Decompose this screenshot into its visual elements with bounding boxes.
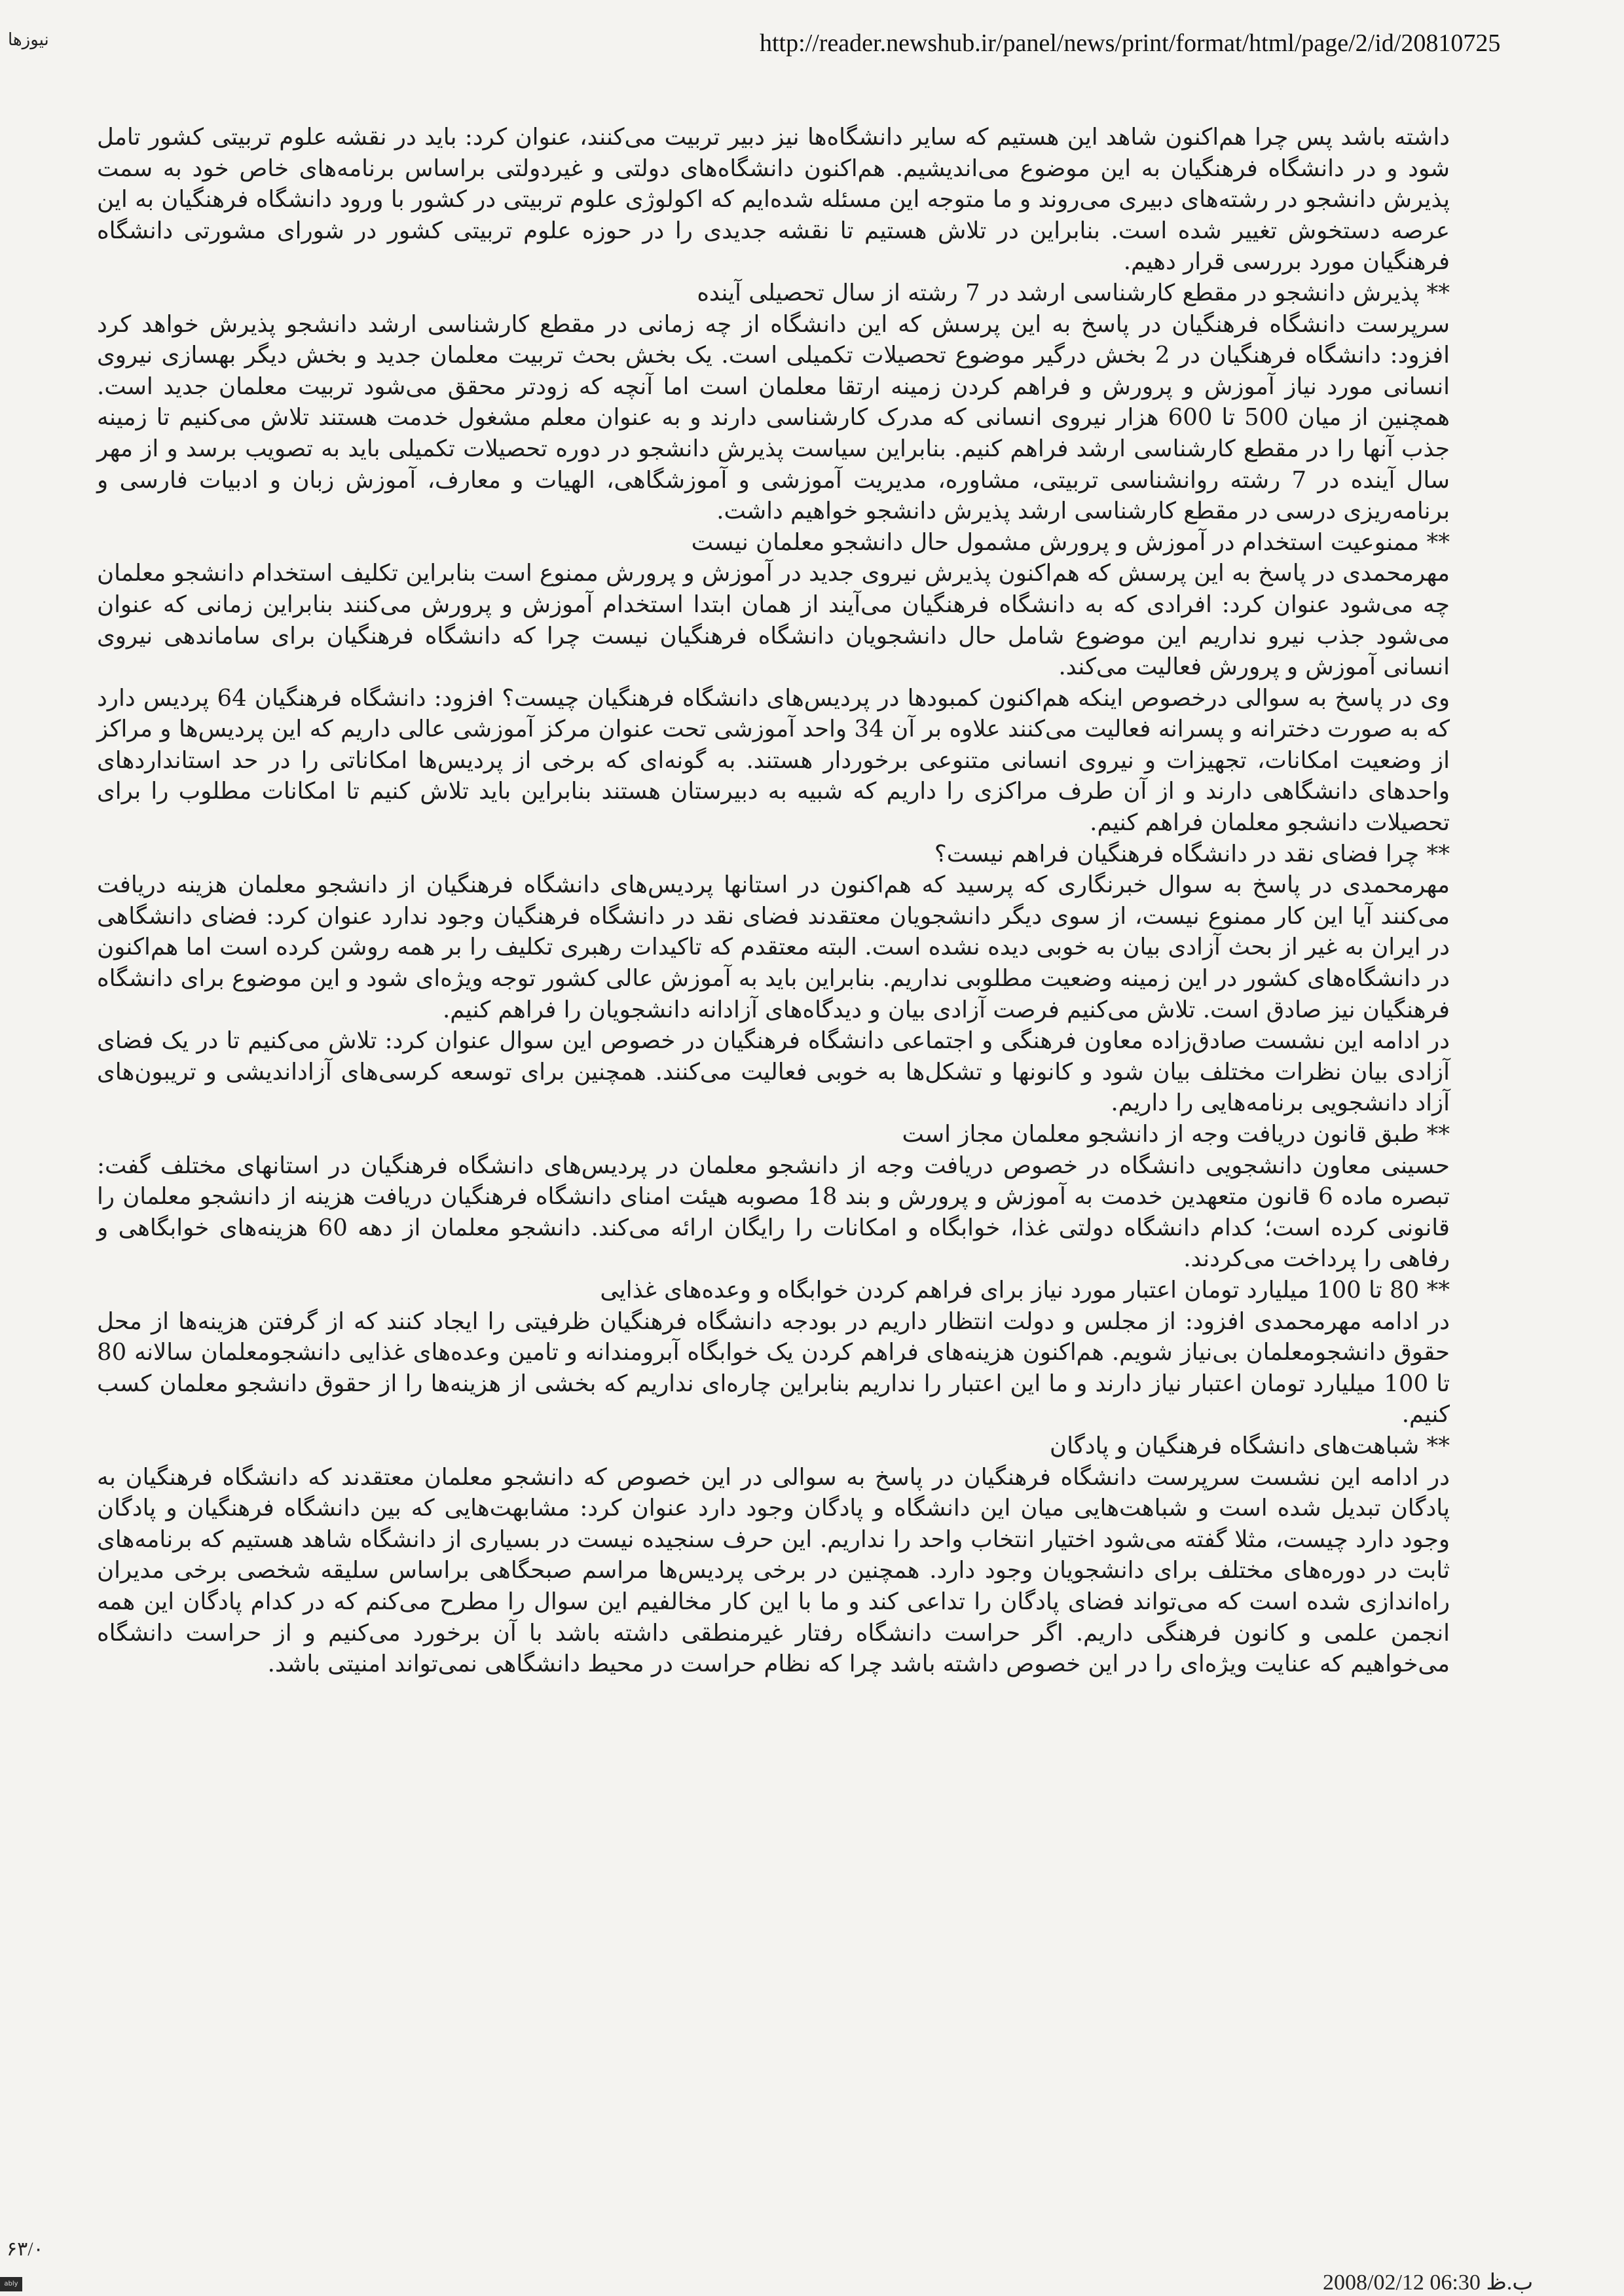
article-paragraph: مهرمحمدی در پاسخ به سوال خبرنگاری که پرسید که هم‌اکنون در استانها پردیس‌های دانشگاه فرهنگیان از دانشجو معلمان هزینه دریافت می‌کنند آیا این کار ممنوع نیست، از سوی دیگر دانشجویان معتقدند فضای نقد در دانشگاه فرهنگیان وجود ندارد عنوان کرد: فضای دانشگاهی در ایران به غیر از بحث آزادی بیان به خوبی دیده نشده است. البته معتقدم که تاکیدات رهبری تکلیف را بر همه روشن کرده است اما هم‌اکنون در دانشگاه‌های کشور در این زمینه وضعیت مطلوبی نداریم. بنابراین باید به آموزش عالی کشور توجه ویژه‌ای شود و این موضوع برای دانشگاه فرهنگیان نیز صادق است. تلاش می‌کنیم فرصت آزادی بیان و دیدگاه‌های آزادانه دانشجویان را فراهم کنیم. <box>97 871 1450 1023</box>
article-paragraph: در ادامه این نشست سرپرست دانشگاه فرهنگیان در پاسخ به سوالی در این خصوص که دانشجو معلمان معتقدند که دانشگاه فرهنگیان به پادگان تبدیل شده است و شباهت‌هایی میان این دانشگاه و پادگان وجود دارد عنوان کرد: مشابهت‌هایی که بین دانشگاه فرهنگیان و پادگان وجود دارد چیست، مثلا گفته می‌شود اختیار انتخاب واحد را نداریم. این حرف سنجیده نیست در بسیاری از دانشگاه شاهد هستیم که برنامه‌های ثابت در دوره‌های مختلف برای دانشجویان وجود دارد. همچنین در برخی پردیس‌ها مراسم صبحگاهی براساس سلیقه شخصی برخی مدیران راه‌اندازی شده است که می‌تواند فضای پادگان را تداعی کند و ما با این کار مخالفیم این سوال را مطرح می‌کنم که در کدام پادگان این همه انجمن علمی و کانون فرهنگی داریم. اگر حراست دانشگاه رفتار غیرمنطقی داشته باشد با آن برخورد می‌کنیم و از حراست دانشگاه می‌خواهیم که عنایت ویژه‌ای را در این خصوص داشته باشد چرا که نظام حراست در محیط دانشگاهی نمی‌تواند امنیتی باشد. <box>97 1463 1450 1678</box>
article-paragraph: در ادامه این نشست صادق‌زاده معاون فرهنگی و اجتماعی دانشگاه فرهنگیان در خصوص این سوال عنوان کرد: تلاش می‌کنیم تا در یک فضای آزادی بیان نظرات مختلف بیان شود و کانونها و تشکل‌ها به خوبی فعالیت می‌کنند. همچنین برای توسعه کرسی‌های آزاداندیشی و تریبون‌های آزاد دانشجویی برنامه‌هایی را داریم. <box>97 1027 1450 1117</box>
article-paragraph: داشته باشد پس چرا هم‌اکنون شاهد این هستیم که سایر دانشگاه‌ها نیز دبیر تربیت می‌کنند، عنوان کرد: باید در نقشه علوم تربیتی کشور تامل شود و در دانشگاه فرهنگیان به این موضوع می‌اندیشیم. هم‌اکنون دانشگاه‌های دولتی و غیردولتی براساس برنامه‌های خاص خود به سمت پذیرش دانشجو در رشته‌های دبیری می‌روند و ما متوجه این مسئله شده‌ایم که اکولوژی علوم تربیتی در کشور با ورود دانشگاه فرهنگیان به این عرصه دستخوش تغییر شده است. بنابراین در تلاش هستیم تا نقشه جدیدی را در حوزه علوم تربیتی کشور در شورای مشورتی دانشگاه فرهنگیان مورد بررسی قرار دهیم. <box>97 124 1450 276</box>
section-heading: ** طبق قانون دریافت وجه از دانشجو معلمان مجاز است <box>902 1121 1450 1148</box>
article-paragraph: سرپرست دانشگاه فرهنگیان در پاسخ به این پرسش که این دانشگاه از چه زمانی در مقطع کارشناسی ارشد دانشجو پذیرش خواهد کرد افزود: دانشگاه فرهنگیان در 2 بخش درگیر موضوع تحصیلات تکمیلی است. یک بخش بحث تربیت معلمان جدید و بخش دیگر بهسازی نیروی انسانی مورد نیاز آموزش و پرورش و فراهم کردن زمینه ارتقا معلمان است اما آنچه که زودتر محقق می‌شود تربیت معلمان جدید است. همچنین از میان 500 تا 600 هزار نیروی انسانی که مدرک کارشناسی دارند و به عنوان معلم مشغول خدمت هستند تلاش می‌کنیم تا زمینه جذب آنها را در مقطع کارشناسی ارشد فراهم کنیم. بنابراین سیاست پذیرش دانشجو در دوره تحصیلات تکمیلی باید به تصویب برسد و از مهر سال آینده در 7 رشته روانشناسی تربیتی، مشاوره، مدیریت آموزشی و آموزشگاهی، الهیات و معارف، آموزش زبان و ادبیات فارسی و برنامه‌ریزی درسی در مقطع کارشناسی ارشد پذیرش دانشجو خواهیم داشت. <box>97 310 1450 525</box>
section-heading: ** شباهت‌های دانشگاه فرهنگیان و پادگان <box>1050 1432 1450 1459</box>
section-heading: ** چرا فضای نقد در دانشگاه فرهنگیان فراهم نیست؟ <box>934 840 1450 867</box>
section-heading: ** 80 تا 100 میلیارد تومان اعتبار مورد نیاز برای فراهم کردن خوابگاه و وعده‌های غذایی <box>600 1276 1450 1303</box>
page-url: http://reader.newshub.ir/panel/news/print/format/html/page/2/id/20810725 <box>760 29 1501 57</box>
site-logo: ably <box>0 2277 22 2291</box>
section-heading: ** ممنوعیت استخدام در آموزش و پرورش مشمول حال دانشجو معلمان نیست <box>691 528 1450 556</box>
page-marker: ۶۳/۰ <box>7 2238 44 2260</box>
article-paragraph: حسینی معاون دانشجویی دانشگاه در خصوص دریافت وجه از دانشجو معلمان در پردیس‌های دانشگاه فرهنگیان در استانهای مختلف گفت: تبصره ماده 6 قانون متعهدین خدمت به آموزش و پرورش و بند 18 مصوبه هیئت امنای دانشگاه فرهنگیان دریافت هزینه از دانشجو معلمان را قانونی کرده است؛ کدام دانشگاه دولتی غذا، خوابگاه و امکانات را رایگان ارائه می‌کند. دانشجو معلمان از دهه 60 هزینه‌های خوابگاهی و رفاهی را پرداخت می‌کردند. <box>97 1152 1450 1273</box>
article-paragraph: وی در پاسخ به سوالی درخصوص اینکه هم‌اکنون کمبودها در پردیس‌های دانشگاه فرهنگیان چیست؟ افزود: دانشگاه فرهنگیان 64 پردیس دارد که به صورت دخترانه و پسرانه فعالیت می‌کنند علاوه بر آن 34 واحد آموزشی تحت عنوان مرکز آموزشی عالی داریم که این پردیس‌ها و مراکز از وضعیت امکانات، تجهیزات و نیروی انسانی متنوعی برخوردار هستند. به گونه‌ای که برخی از پردیس‌ها امکاناتی را در حد استانداردهای واحدهای دانشگاهی دارند و از آن طرف مراکزی را داریم که شبیه به دبیرستان هستند بنابراین باید تلاش کنیم تا امکانات مطلوب را برای تحصیلات دانشجو معلمان فراهم کنیم. <box>97 684 1450 837</box>
site-label: نیوزها <box>8 30 49 50</box>
article-paragraph: در ادامه مهرمحمدی افزود: از مجلس و دولت انتظار داریم در بودجه دانشگاه فرهنگیان ظرفیتی را ایجاد کنند که از گرفتن هزینه‌ها از محل حقوق دانشجومعلمان بی‌نیاز شویم. هم‌اکنون هزینه‌های فراهم کردن یک خوابگاه آبرومندانه و تامین وعده‌های غذایی دانشجومعلمان سالانه 80 تا 100 میلیارد تومان اعتبار نیاز دارند و ما این اعتبار را نداریم بنابراین چاره‌ای نداریم که بخشی از هزینه‌ها را از حقوق دانشجو معلمان کسب کنیم. <box>97 1307 1450 1429</box>
article-paragraph: مهرمحمدی در پاسخ به این پرسش که هم‌اکنون پذیرش نیروی جدید در آموزش و پرورش ممنوع است بنابراین تکلیف استخدام دانشجو معلمان چه می‌شود عنوان کرد: افرادی که به دانشگاه فرهنگیان می‌آیند از همان ابتدا استخدام آموزش و پرورش می‌کنند بنابراین زمانی که عنوان می‌شود جذب نیرو نداریم این موضوع شامل حال دانشجویان دانشگاه فرهنگیان نیست چرا که دانشگاه فرهنگیان برای ساماندهی نیروی انسانی آموزش و پرورش فعالیت می‌کند. <box>97 560 1450 681</box>
section-heading: ** پذیرش دانشجو در مقطع کارشناسی ارشد در 7 رشته از سال تحصیلی آینده <box>697 279 1450 306</box>
print-datetime: 2008/02/12 06:30 ب.ظ <box>1323 2270 1534 2295</box>
article-body <box>97 122 1450 1680</box>
